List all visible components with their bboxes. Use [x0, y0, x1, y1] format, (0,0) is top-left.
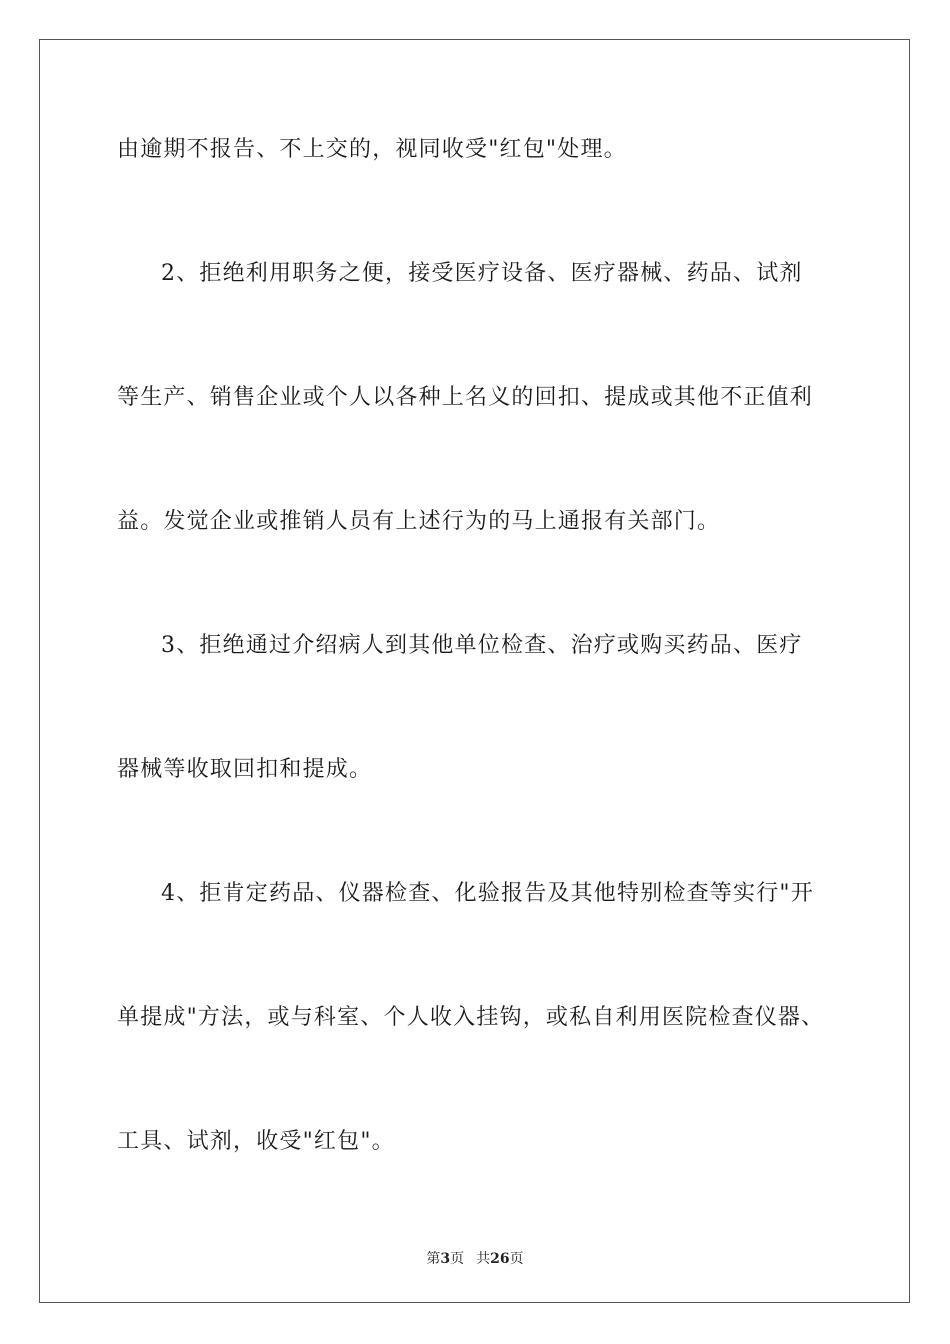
footer-total-pages: 26	[490, 1251, 510, 1267]
text-line: 2、拒绝利用职务之便，接受医疗设备、医疗器械、药品、试剂	[161, 261, 803, 286]
text-line: 等生产、销售企业或个人以各种上名义的回扣、提成或其他不正值利	[117, 385, 814, 410]
footer-page-suffix: 页	[450, 1251, 465, 1267]
page-border	[39, 39, 910, 1303]
text-line: 3、拒绝通过介绍病人到其他单位检查、治疗或购买药品、医疗	[161, 633, 803, 658]
text-line: 由逾期不报告、不上交的，视同收受"红包"处理。	[117, 137, 627, 162]
text-line: 4、拒肯定药品、仪器检查、化验报告及其他特别检查等实行"开	[161, 881, 814, 906]
footer-page-number: 3	[440, 1251, 451, 1267]
text-line: 器械等收取回扣和提成。	[117, 757, 373, 782]
page-footer	[0, 1250, 950, 1268]
text-line: 单提成"方法，或与科室、个人收入挂钩，或私自利用医院检查仪器、	[117, 1005, 825, 1030]
footer-total-suffix: 页	[509, 1251, 524, 1267]
footer-total-prefix: 共	[476, 1251, 491, 1267]
footer-page-prefix: 第	[426, 1251, 441, 1267]
text-line: 工具、试剂，收受"红包"。	[117, 1129, 395, 1154]
text-line: 益。发觉企业或推销人员有上述行为的马上通报有关部门。	[117, 509, 721, 534]
